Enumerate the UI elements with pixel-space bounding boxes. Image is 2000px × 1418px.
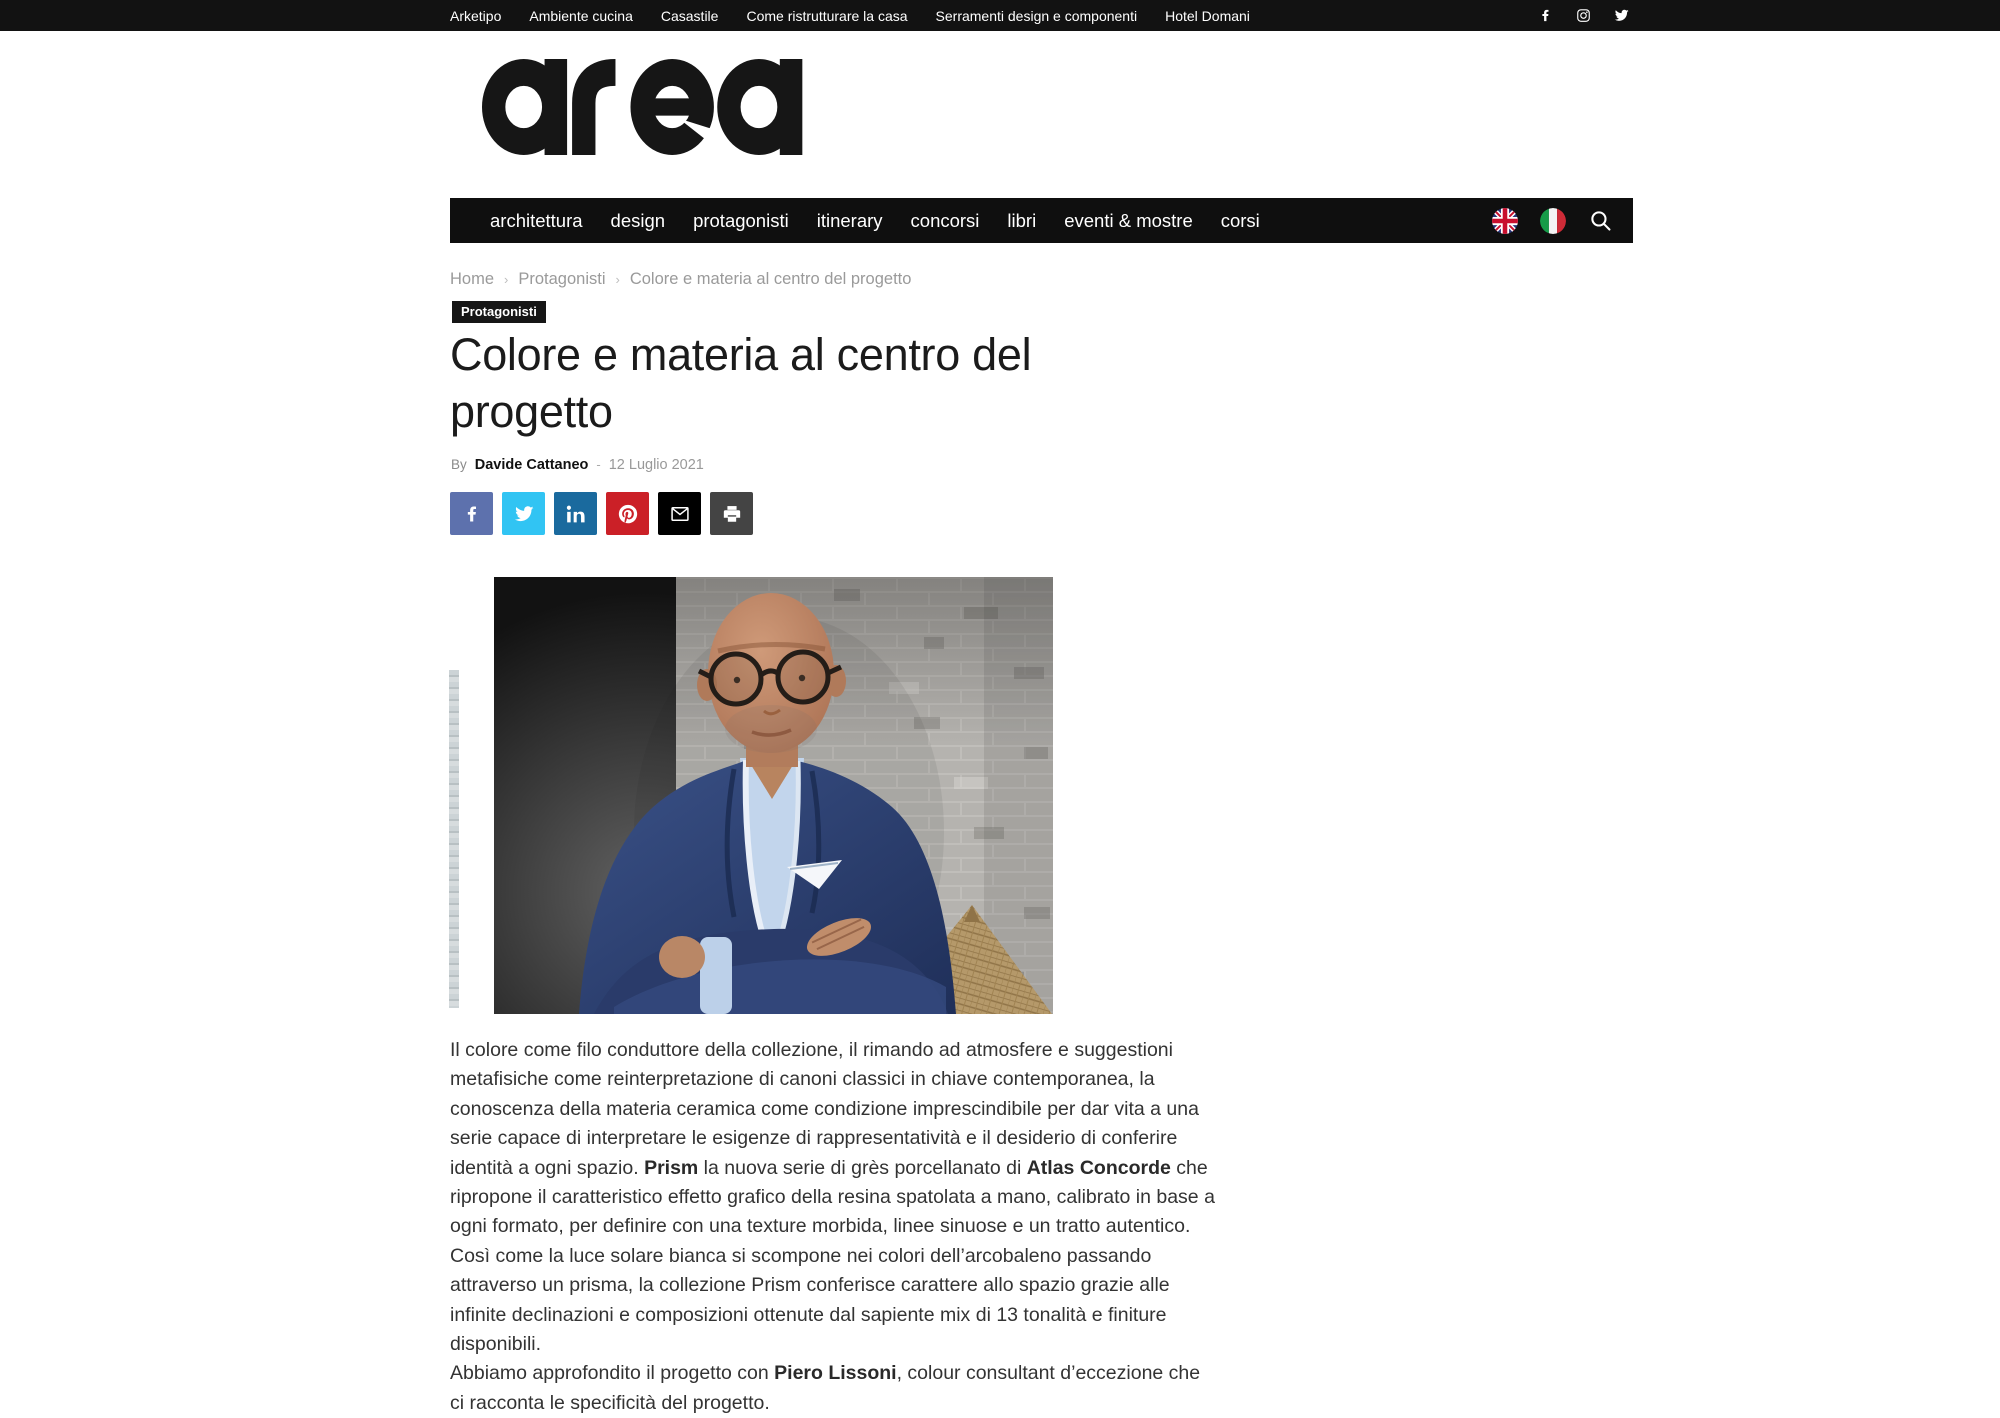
share-pinterest-button[interactable]: [606, 492, 649, 535]
bold-text: Atlas Concorde: [1026, 1156, 1171, 1179]
nav-item-eventi-mostre[interactable]: eventi & mostre: [1064, 210, 1193, 231]
body-text: , colour consultant d’eccezione che ci racconta le specificità del progetto.: [450, 1362, 1201, 1414]
topbar-link-serramenti-design-e-componenti[interactable]: Serramenti design e componenti: [935, 7, 1138, 24]
facebook-icon[interactable]: [1538, 8, 1553, 23]
nav-item-concorsi[interactable]: concorsi: [910, 210, 980, 231]
twitter-icon: [514, 504, 534, 524]
topbar-link-come-ristrutturare-la-casa[interactable]: Come ristrutturare la casa: [746, 7, 908, 24]
uk-flag-icon[interactable]: [1492, 208, 1518, 234]
main-nav-items: [450, 198, 1274, 243]
nav-item-wrap-libri: [993, 198, 1050, 243]
nav-item-wrap-design: [597, 198, 680, 243]
nav-item-design[interactable]: design: [610, 210, 666, 231]
italy-flag-icon[interactable]: [1540, 208, 1566, 234]
breadcrumb: [450, 270, 911, 289]
byline: [451, 457, 704, 473]
nav-item-protagonisti[interactable]: protagonisti: [693, 210, 789, 231]
nav-item-wrap-protagonisti: [679, 198, 803, 243]
instagram-icon[interactable]: [1576, 8, 1591, 23]
image-edge-sliver: [449, 670, 459, 1008]
page-title: Colore e materia al centro del progetto: [450, 329, 1032, 437]
share-email-button[interactable]: [658, 492, 701, 535]
nav-item-wrap-itinerary: [803, 198, 897, 243]
article-image: [494, 577, 1053, 1014]
bold-text: Piero Lissoni: [774, 1362, 897, 1385]
article-paragraph: [450, 1359, 1216, 1418]
topbar-link-ambiente-cucina[interactable]: Ambiente cucina: [529, 7, 633, 24]
linkedin-icon: [566, 504, 586, 524]
nav-item-corsi[interactable]: corsi: [1220, 210, 1260, 231]
main-nav-right: [1492, 208, 1633, 234]
site-logo[interactable]: [482, 59, 804, 160]
nav-item-wrap-architettura: [476, 198, 597, 243]
body-text: la nuova serie di grès porcellanato di: [698, 1156, 1027, 1179]
breadcrumb-item-colore-e-materia-al-centro-del-progetto: Colore e materia al centro del progetto: [629, 270, 912, 288]
share-print-button[interactable]: [710, 492, 753, 535]
facebook-icon: [462, 504, 482, 524]
bold-text: Prism: [644, 1156, 699, 1179]
top-bar: [0, 0, 2000, 31]
secondary-nav: [450, 8, 1250, 24]
byline-prefix: By: [451, 457, 467, 472]
nav-item-wrap-corsi: [1207, 198, 1274, 243]
publish-date: 12 Luglio 2021: [608, 457, 704, 473]
area-logo-icon: [482, 59, 804, 155]
breadcrumb-item-home[interactable]: Home: [450, 270, 495, 288]
share-linkedin-button[interactable]: [554, 492, 597, 535]
print-icon: [722, 504, 742, 524]
body-text: Abbiamo approfondito il progetto con: [450, 1362, 775, 1385]
body-text: Il colore come filo conduttore della collezione, il rimando ad atmosfere e suggestioni metafisiche come reinterpretazione di canoni classici in chiave contemporanea, la conoscenza della materia ceramica come condizione imprescindibile per dar vita a una serie capace di interpretare le esigenze di rappresentatività e il desiderio di conferire identità a ogni spazio.: [450, 1039, 1199, 1179]
nav-item-architettura[interactable]: architettura: [490, 210, 583, 231]
breadcrumb-separator: ›: [615, 272, 620, 287]
topbar-link-arketipo[interactable]: Arketipo: [450, 7, 502, 24]
main-nav: [450, 198, 1633, 243]
topbar-social-icons: [1538, 8, 1633, 23]
share-facebook-button[interactable]: [450, 492, 493, 535]
top-bar-inner: [450, 0, 1633, 31]
article-body: [450, 1036, 1216, 1418]
article-paragraph: [450, 1036, 1216, 1359]
category-badge[interactable]: Protagonisti: [452, 301, 546, 323]
topbar-link-casastile[interactable]: Casastile: [660, 7, 719, 24]
breadcrumb-separator: ›: [504, 272, 509, 287]
email-icon: [670, 504, 690, 524]
nav-item-wrap-concorsi: [897, 198, 994, 243]
twitter-icon[interactable]: [1614, 8, 1629, 23]
search-icon[interactable]: [1588, 208, 1613, 233]
nav-item-libri[interactable]: libri: [1007, 210, 1037, 231]
pinterest-icon: [618, 504, 638, 524]
share-twitter-button[interactable]: [502, 492, 545, 535]
author-link[interactable]: Davide Cattaneo: [474, 457, 589, 473]
nav-item-wrap-eventi-mostre: [1050, 198, 1207, 243]
share-button-row: [450, 492, 753, 535]
byline-separator: -: [596, 457, 601, 472]
nav-item-itinerary[interactable]: itinerary: [816, 210, 883, 231]
breadcrumb-item-protagonisti[interactable]: Protagonisti: [518, 270, 606, 288]
body-text: che ripropone il caratteristico effetto grafico della resina spatolata a mano, calibrato in base a ogni formato, per definire con una texture morbida, linee sinuose e un tratto autentico. Così come la luce solare bianca si scompone nei colori dell’arcobaleno passando attraverso un prisma, la collezione Prism conferisce carattere allo spazio grazie alle infinite declinazioni e composizioni ottenute dal sapiente mix di 13 tonalità e finiture disponibili.: [450, 1156, 1215, 1356]
topbar-link-hotel-domani[interactable]: Hotel Domani: [1165, 7, 1250, 24]
